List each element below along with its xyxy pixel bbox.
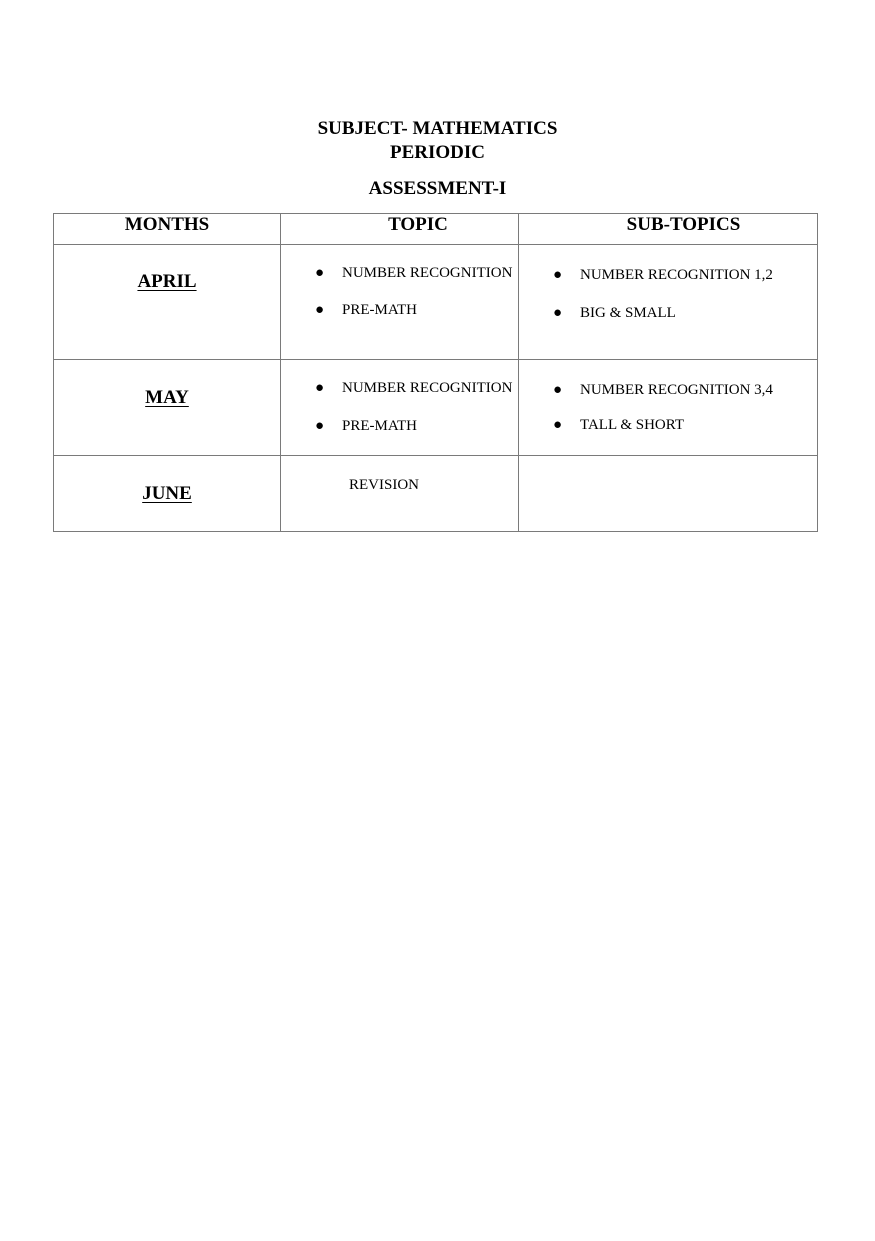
topic-cell (281, 456, 519, 532)
topic-list (281, 264, 518, 319)
month-cell (54, 456, 281, 532)
list-item (281, 264, 518, 282)
topic-text: PRE-MATH (342, 418, 418, 434)
subtopic-list (519, 381, 817, 434)
list-item (519, 266, 817, 284)
bullet-icon: ● (315, 380, 325, 396)
subtopic-cell (519, 456, 818, 532)
subtopic-text: BIG & SMALL (580, 305, 676, 321)
table-header-row (54, 214, 818, 245)
month-label-may: MAY (145, 387, 189, 408)
assessment-title: ASSESSMENT-I (368, 178, 507, 199)
syllabus-table (53, 213, 818, 532)
month-label-april: APRIL (137, 271, 197, 292)
periodic-title: PERIODIC (389, 142, 485, 163)
subtopic-list (519, 266, 817, 322)
list-item (519, 304, 817, 322)
list-item (519, 416, 817, 434)
subtopic-text: NUMBER RECOGNITION 3,4 (580, 382, 773, 398)
topic-text: PRE-MATH (342, 302, 418, 318)
subject-title: SUBJECT- MATHEMATICS (317, 118, 558, 139)
subtopic-cell (519, 245, 818, 360)
month-cell (54, 245, 281, 360)
topic-text: NUMBER RECOGNITION (342, 265, 513, 281)
subtopic-cell (519, 360, 818, 456)
list-item (281, 379, 518, 397)
table-row-june (54, 456, 818, 532)
subtopic-text: TALL & SHORT (580, 417, 685, 433)
bullet-icon: ● (315, 418, 325, 434)
column-header-months: MONTHS (54, 214, 281, 245)
column-header-topic: TOPIC (281, 214, 519, 245)
bullet-icon: ● (553, 382, 563, 398)
table-row-may (54, 360, 818, 456)
subtopic-text: NUMBER RECOGNITION 1,2 (580, 267, 773, 283)
column-header-subtopics: SUB-TOPICS (519, 214, 818, 245)
bullet-icon: ● (553, 305, 563, 321)
topic-list (281, 379, 518, 435)
month-label-june: JUNE (142, 483, 192, 504)
topic-cell (281, 360, 519, 456)
bullet-icon: ● (553, 417, 563, 433)
list-item (281, 417, 518, 435)
topic-text: NUMBER RECOGNITION (342, 380, 513, 396)
list-item (519, 381, 817, 399)
bullet-icon: ● (553, 267, 563, 283)
list-item (281, 301, 518, 319)
bullet-icon: ● (315, 302, 325, 318)
month-cell (54, 360, 281, 456)
topic-text: REVISION (349, 477, 419, 493)
topic-cell (281, 245, 519, 360)
table-row-april (54, 245, 818, 360)
bullet-icon: ● (315, 265, 325, 281)
